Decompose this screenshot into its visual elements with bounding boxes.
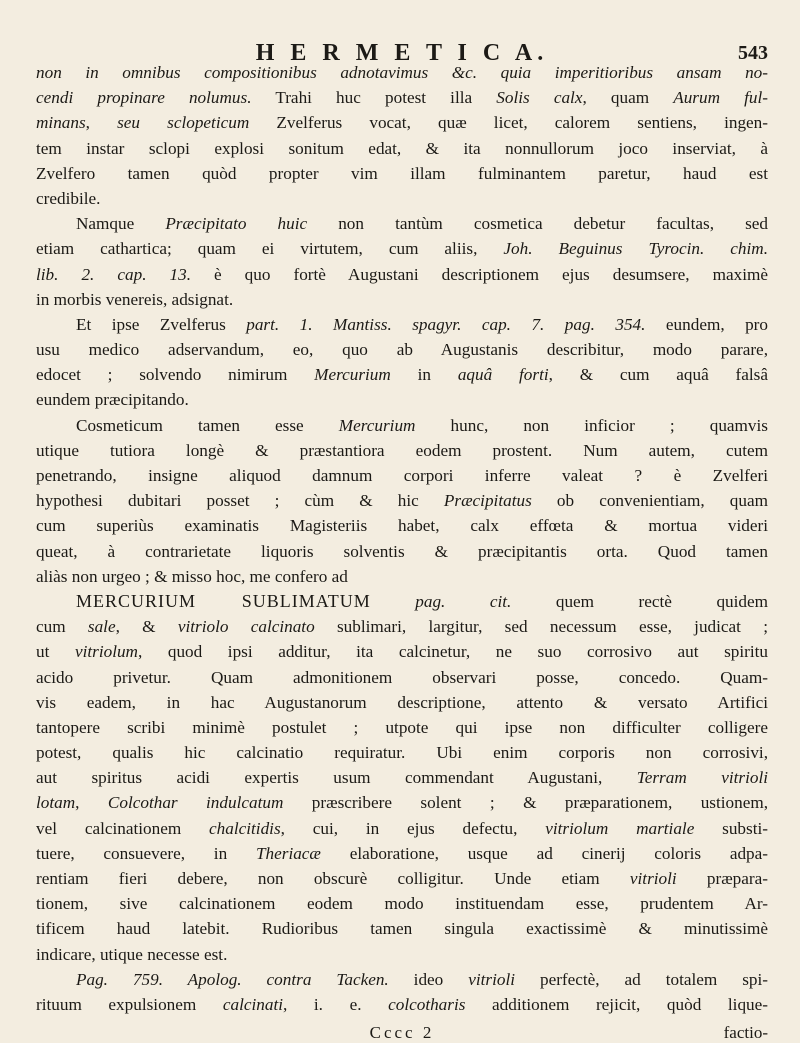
text-line xyxy=(36,110,768,135)
text-segment: etiam cathartica; quam ei virtutem, cum aliis, xyxy=(36,239,504,259)
text-line xyxy=(36,136,768,161)
text-segment: usu medico adservandum, eo, quo ab Augustanis describitur, modo parare, xyxy=(36,340,768,360)
italic-segment: Solis calx xyxy=(496,88,583,108)
text-line xyxy=(36,262,768,287)
text-segment: vis eadem, in hac Augustanorum descriptione, attento & versato Artifici xyxy=(36,692,768,712)
italic-segment: chalcitidis xyxy=(209,818,281,838)
text-line xyxy=(36,161,768,186)
text-line xyxy=(36,841,768,866)
text-segment: , xyxy=(85,113,118,133)
text-line xyxy=(36,438,768,463)
text-segment: Trahi huc potest illa xyxy=(251,88,497,108)
signature-mark: Cccc 2 xyxy=(369,1023,435,1043)
italic-segment: vitrioli xyxy=(629,869,677,888)
text-line xyxy=(36,287,768,312)
italic-segment: cendi propinare nolumus. xyxy=(36,88,252,108)
text-segment: Namque xyxy=(76,214,166,234)
italic-segment: part. 1. Mantiss. spagyr. cap. 7. pag. 354. xyxy=(246,314,646,334)
text-segment: acido privetur. Quam admonitionem observari posse, concedo. Quam- xyxy=(36,667,768,687)
italic-segment: Terram vitrioli xyxy=(636,768,768,788)
text-line xyxy=(36,211,768,236)
page-footer xyxy=(36,1023,768,1043)
text-segment: sublimari, largitur, sed necessum esse, judicat ; xyxy=(314,617,769,637)
text-segment: , quam xyxy=(582,88,674,108)
text-line xyxy=(36,463,768,488)
text-segment: indicare, utique necesse est. xyxy=(36,944,228,964)
text-line xyxy=(36,488,768,513)
italic-segment: Joh. Beguinus Tyrocin. chim. xyxy=(503,239,769,259)
text-line xyxy=(36,942,768,967)
text-line xyxy=(36,85,768,110)
text-segment: aut spiritus acidi expertis usum commendant Augustani, xyxy=(36,768,637,788)
text-segment: edocet ; solvendo nimirum xyxy=(36,365,315,385)
text-line xyxy=(36,690,768,715)
catchword: factio- xyxy=(723,1023,768,1043)
italic-segment: lotam xyxy=(36,793,76,813)
italic-segment: Mercurium xyxy=(338,415,416,435)
text-segment: tificem haud latebit. Rudioribus tamen singula exactissimè & minutissimè xyxy=(36,919,768,939)
text-segment xyxy=(371,592,416,611)
text-segment: elaboratione, usque ad cinerij coloris adpa- xyxy=(320,843,768,863)
running-head: H E R M E T I C A. xyxy=(255,40,549,66)
italic-segment: Præcipitato huic xyxy=(165,214,308,234)
text-segment: cum xyxy=(36,617,88,637)
text-segment: ob convenientiam, quam xyxy=(531,491,768,511)
text-segment: Zvelfero tamen quòd propter vim illam fulminantem paretur, haud est xyxy=(36,163,768,183)
text-segment: tuere, consuevere, in xyxy=(36,843,256,863)
text-line xyxy=(36,539,768,564)
text-line xyxy=(36,589,768,614)
text-line xyxy=(36,891,768,916)
text-segment: quem rectè quidem xyxy=(511,591,769,611)
text-segment: , & cum aquâ falsâ xyxy=(548,365,769,385)
text-line xyxy=(36,614,768,639)
page-number: 543 xyxy=(738,42,768,64)
text-line xyxy=(36,337,768,362)
text-line xyxy=(36,513,768,538)
text-line xyxy=(36,362,768,387)
italic-segment: vitriolo calcinato xyxy=(177,617,315,637)
text-segment: ut xyxy=(36,642,75,662)
text-segment: Et ipse Zvelferus xyxy=(76,314,247,334)
text-segment: præpara- xyxy=(676,869,768,888)
text-line xyxy=(36,790,768,815)
text-line xyxy=(36,967,768,992)
text-segment: ideo xyxy=(388,969,469,989)
text-segment: rentiam fieri debere, non obscurè colligitur. Unde etiam xyxy=(36,869,630,888)
text-segment: tionem, sive calcinationem eodem modo instituendam esse, prudentem Ar- xyxy=(36,894,768,914)
text-segment: non tantùm cosmetica debetur facultas, sed xyxy=(307,214,768,234)
text-line xyxy=(36,866,768,891)
text-line xyxy=(36,312,768,337)
text-line xyxy=(36,715,768,740)
page-header xyxy=(36,0,768,66)
text-segment: hunc, non inficior ; quamvis xyxy=(415,415,768,435)
text-line xyxy=(36,186,768,211)
text-segment: credibile. xyxy=(36,188,101,208)
text-segment: utique tutiora longè & præstantiora eodem prostent. Num autem, cutem xyxy=(36,440,768,460)
italic-segment: Pag. 759. Apolog. contra Tacken. xyxy=(76,969,389,989)
text-segment: cum superiùs examinatis Magisteriis habet, calx effœta & mortua videri xyxy=(36,516,768,536)
italic-segment: Aurum ful- xyxy=(673,88,769,108)
italic-segment: vitriolum xyxy=(74,642,138,662)
text-segment: hypothesi dubitari posset ; cùm & hic xyxy=(36,491,444,511)
text-segment: Cosmeticum tamen esse xyxy=(76,415,339,435)
text-segment: MERCURIUM SUBLIMATUM xyxy=(76,590,371,611)
text-segment: , i. e. xyxy=(283,994,389,1014)
text-segment: penetrando, insigne aliquod damnum corpori inferre valeat ? è Zvelferi xyxy=(36,466,768,485)
body-text xyxy=(36,60,768,1017)
text-segment: vel calcinationem xyxy=(36,818,210,838)
text-segment: additionem rejicit, quòd lique- xyxy=(465,994,768,1014)
text-line xyxy=(36,740,768,765)
text-line xyxy=(36,639,768,664)
text-segment: rituum expulsionem xyxy=(36,994,223,1014)
text-line xyxy=(36,765,768,790)
text-segment: in xyxy=(390,365,458,385)
italic-segment: seu sclopeticum xyxy=(117,113,250,133)
text-segment: eundem, pro xyxy=(645,314,768,334)
text-segment: eundem præcipitando. xyxy=(36,390,189,410)
text-line xyxy=(36,916,768,941)
text-segment: , quod ipsi additur, ita calcinetur, ne suo corrosivo aut spiritu xyxy=(137,642,768,662)
italic-segment: Præcipitatus xyxy=(443,491,532,511)
text-segment: Zvelferus vocat, quæ licet, calorem sentiens, ingen- xyxy=(249,113,768,133)
text-segment: tantopere scribi minimè postulet ; utpote qui ipse non difficulter colligere xyxy=(36,717,768,737)
text-line xyxy=(36,816,768,841)
text-segment: aliàs non urgeo ; & misso hoc, me confero ad xyxy=(36,566,348,586)
italic-segment: vitriolum martiale xyxy=(545,818,695,838)
text-segment: præscribere solent ; & præparationem, ustionem, xyxy=(283,793,769,813)
italic-segment: aquâ forti xyxy=(457,365,549,385)
text-segment: in morbis venereis, adsignat. xyxy=(36,289,234,309)
italic-segment: Mercurium xyxy=(314,365,391,385)
italic-segment: non in omnibus compositionibus adnotavimus &c. quia imperitioribus ansam no- xyxy=(36,63,768,82)
italic-segment: pag. cit. xyxy=(415,591,512,611)
italic-segment: Colcothar indulcatum xyxy=(107,793,284,813)
text-segment: tem instar sclopi explosi sonitum edat, & ita nonnullorum joco inserviat, à xyxy=(36,138,768,158)
text-line xyxy=(36,564,768,589)
italic-segment: colcotharis xyxy=(388,994,466,1014)
text-line xyxy=(36,992,768,1017)
italic-segment: vitrioli xyxy=(468,969,516,989)
italic-segment: calcinati xyxy=(222,994,283,1014)
italic-segment: minans xyxy=(36,113,86,133)
text-segment: queat, à contrarietate liquoris solventis & præcipitantis orta. Quod tamen xyxy=(36,541,768,561)
text-line xyxy=(36,413,768,438)
text-line xyxy=(36,665,768,690)
text-line xyxy=(36,236,768,261)
text-line xyxy=(36,387,768,412)
text-segment: perfectè, ad totalem spi- xyxy=(515,969,769,989)
text-segment: , & xyxy=(115,617,178,637)
italic-segment: sale xyxy=(87,617,116,637)
italic-segment: lib. 2. cap. 13. xyxy=(36,264,191,284)
text-segment: potest, qualis hic calcinatio requiratur. Ubi enim corporis non corrosivi, xyxy=(36,743,768,763)
text-segment: substi- xyxy=(694,818,768,838)
italic-segment: Theriacæ xyxy=(255,843,321,863)
text-segment: , cui, in ejus defectu, xyxy=(280,818,546,838)
text-segment: , xyxy=(75,793,108,813)
text-segment: è quo fortè Augustani descriptionem ejus desumsere, maximè xyxy=(191,264,768,284)
